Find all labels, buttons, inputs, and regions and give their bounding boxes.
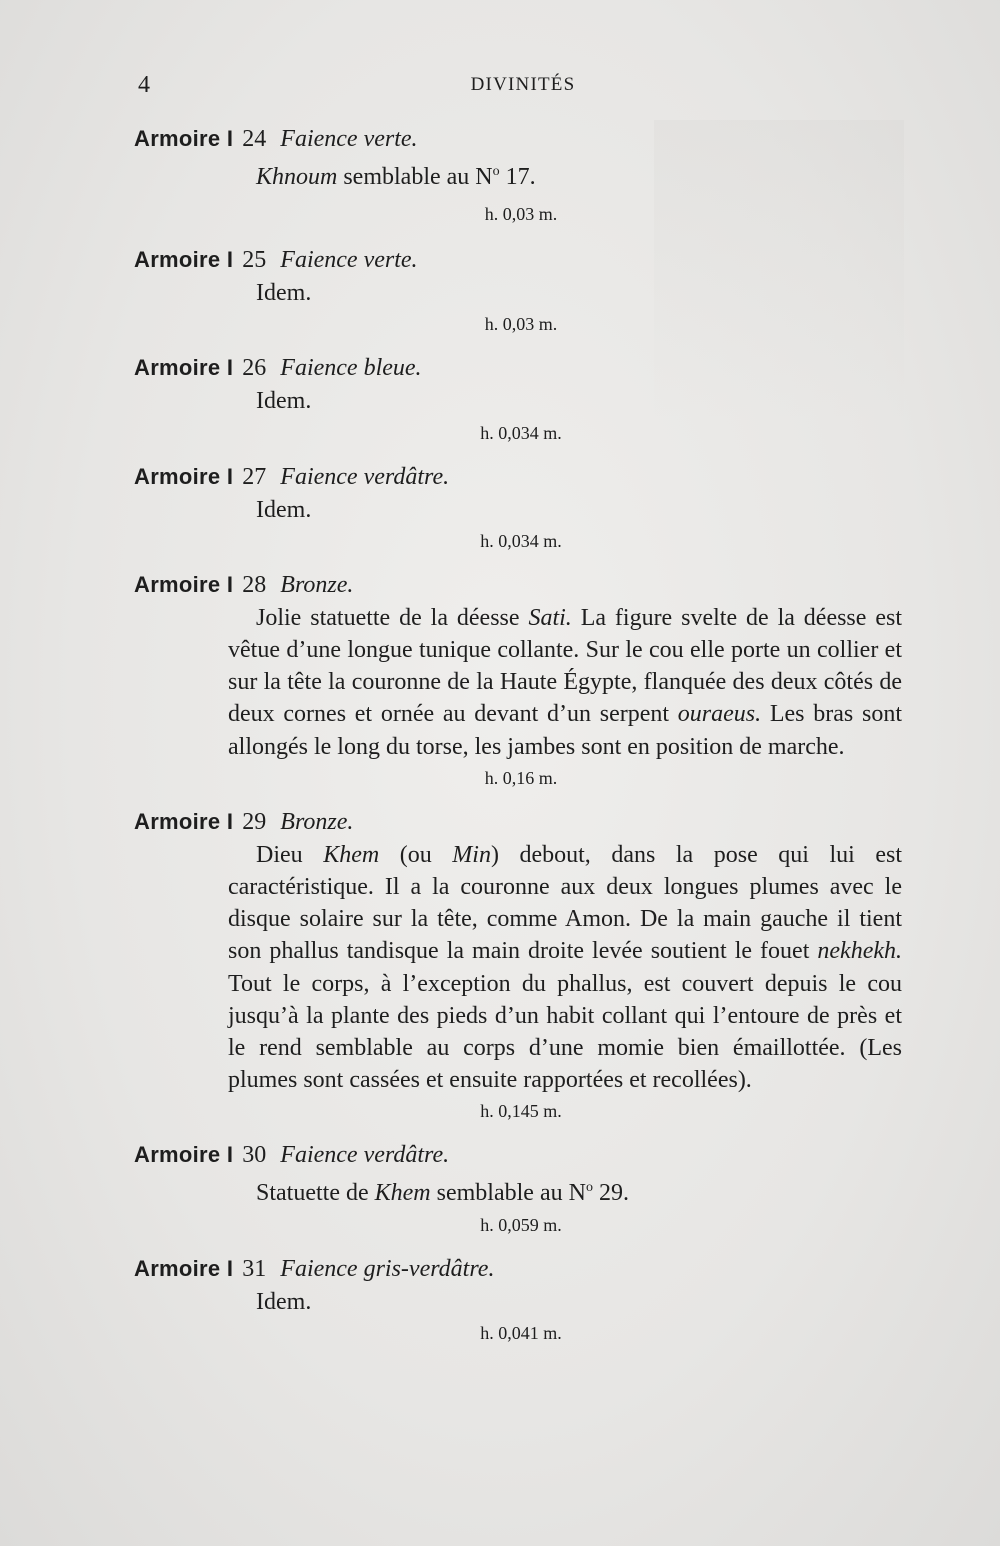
entry-heading [134, 460, 902, 494]
entry-heading [134, 568, 902, 602]
catalogue-entries [134, 122, 902, 1344]
entry-height: h. 0,059 m. [480, 1214, 562, 1235]
description-text: Idem. [256, 496, 312, 523]
italic-text: Khem [323, 841, 380, 868]
entry-material: Faience gris-verdâtre. [280, 1255, 495, 1282]
entry-material: Faience bleue. [280, 355, 422, 382]
entry-material: Faience verte. [280, 126, 418, 152]
entry-number: 26 [242, 355, 267, 382]
entry-material: Bronze. [280, 571, 354, 598]
entry-description [228, 156, 902, 193]
cabinet-label: Armoire I [134, 126, 234, 151]
entry-heading [134, 243, 902, 277]
entry-heading [134, 805, 902, 839]
entry-description [228, 1286, 902, 1318]
catalogue-entry [134, 1138, 902, 1235]
cabinet-label: Armoire I [134, 571, 234, 597]
cabinet-label: Armoire I [134, 1142, 234, 1168]
description-text: Les bras sont allongés le long du torse, les jambes sont en position de marche. [228, 701, 902, 760]
entry-heading [134, 1252, 902, 1286]
entry-number: 27 [242, 463, 267, 490]
cabinet-label: Armoire I [134, 1255, 234, 1281]
description-text: (ou [379, 841, 453, 868]
description-text: Idem. [256, 280, 312, 307]
italic-text: nekhekh. [817, 938, 902, 965]
entry-description [228, 602, 902, 763]
catalogue-entry [134, 568, 902, 789]
page-header [138, 72, 898, 102]
entry-height: h. 0,034 m. [480, 530, 562, 551]
entry-height: h. 0,03 m. [484, 314, 558, 335]
italic-text: Khnoum [256, 164, 338, 190]
catalogue-entry [134, 122, 902, 225]
italic-text: ouraeus. [677, 701, 762, 728]
entry-height: h. 0,034 m. [480, 422, 562, 443]
entry-heading [134, 351, 902, 385]
description-text: Idem. [256, 1288, 312, 1315]
catalogue-entry [134, 243, 902, 335]
description-text: 17. [499, 164, 536, 190]
italic-text: Sati. [528, 604, 572, 631]
entry-description [228, 277, 902, 309]
entry-description [228, 839, 902, 1097]
entry-material: Faience verte. [280, 247, 418, 274]
entry-height: h. 0,16 m. [484, 767, 558, 788]
catalogue-entry [134, 805, 902, 1123]
entry-number: 30 [242, 1142, 267, 1169]
entry-height: h. 0,145 m. [480, 1101, 562, 1122]
entry-material: Bronze. [280, 808, 354, 835]
entry-number: 25 [242, 247, 267, 274]
catalogue-entry [134, 351, 902, 443]
entry-heading [134, 122, 902, 156]
italic-text: Khem [374, 1180, 431, 1207]
description-text: ) debout, dans la pose qui lui est caractéristique. Il a la couronne aux deux longues plumes avec le disque solaire sur la tête, comme Amon. De la main gauche il tient son phallus tandisque la main droite levée soutient le fouet [228, 841, 903, 965]
entry-material: Faience verdâtre. [280, 463, 450, 490]
entry-description [228, 385, 902, 417]
description-text: semblable au N [337, 164, 493, 190]
running-title: DIVINITÉS [470, 74, 576, 95]
description-text: Tout le corps, à l’exception du phallus, est couvert depuis le cou jusqu’à la plante des pieds d’un habit collant qui l’entoure de près et le rend semblable au corps d’une momie bien émaillottée. (Les plumes sont cassées et ensuite rapportées et recollées). [228, 970, 902, 1094]
cabinet-label: Armoire I [134, 463, 234, 489]
entry-number: 24 [242, 126, 267, 152]
superscript-text: o [585, 1180, 593, 1196]
description-text: Jolie statuette de la déesse [256, 604, 529, 631]
catalogue-entry [134, 460, 902, 552]
italic-text: Min [452, 841, 491, 868]
entry-number: 29 [242, 808, 267, 835]
description-text: Statuette de [256, 1180, 375, 1207]
catalogue-entry [134, 1252, 902, 1344]
entry-heading [134, 1138, 902, 1172]
entry-description [228, 494, 902, 526]
superscript-text: o [492, 164, 500, 179]
entry-number: 28 [242, 571, 267, 598]
description-text: 29. [592, 1180, 629, 1207]
cabinet-label: Armoire I [134, 247, 234, 273]
entry-number: 31 [242, 1255, 267, 1282]
description-text: Idem. [256, 388, 312, 415]
entry-height: h. 0,041 m. [480, 1322, 562, 1343]
cabinet-label: Armoire I [134, 808, 234, 834]
cabinet-label: Armoire I [134, 355, 234, 381]
description-text: La figure svelte de la déesse est vêtue d’une longue tunique collante. Sur le cou elle porte un collier et sur la tête la couronne de la Haute Égypte, flanquée des deux côtés de deux cornes et ornée au devant d’un serpent [228, 604, 902, 728]
entry-material: Faience verdâtre. [280, 1142, 450, 1169]
description-text: Dieu [256, 841, 324, 868]
description-text: semblable au N [430, 1180, 586, 1207]
entry-height: h. 0,03 m. [484, 204, 558, 225]
page-number: 4 [138, 72, 150, 98]
entry-description [228, 1172, 902, 1209]
